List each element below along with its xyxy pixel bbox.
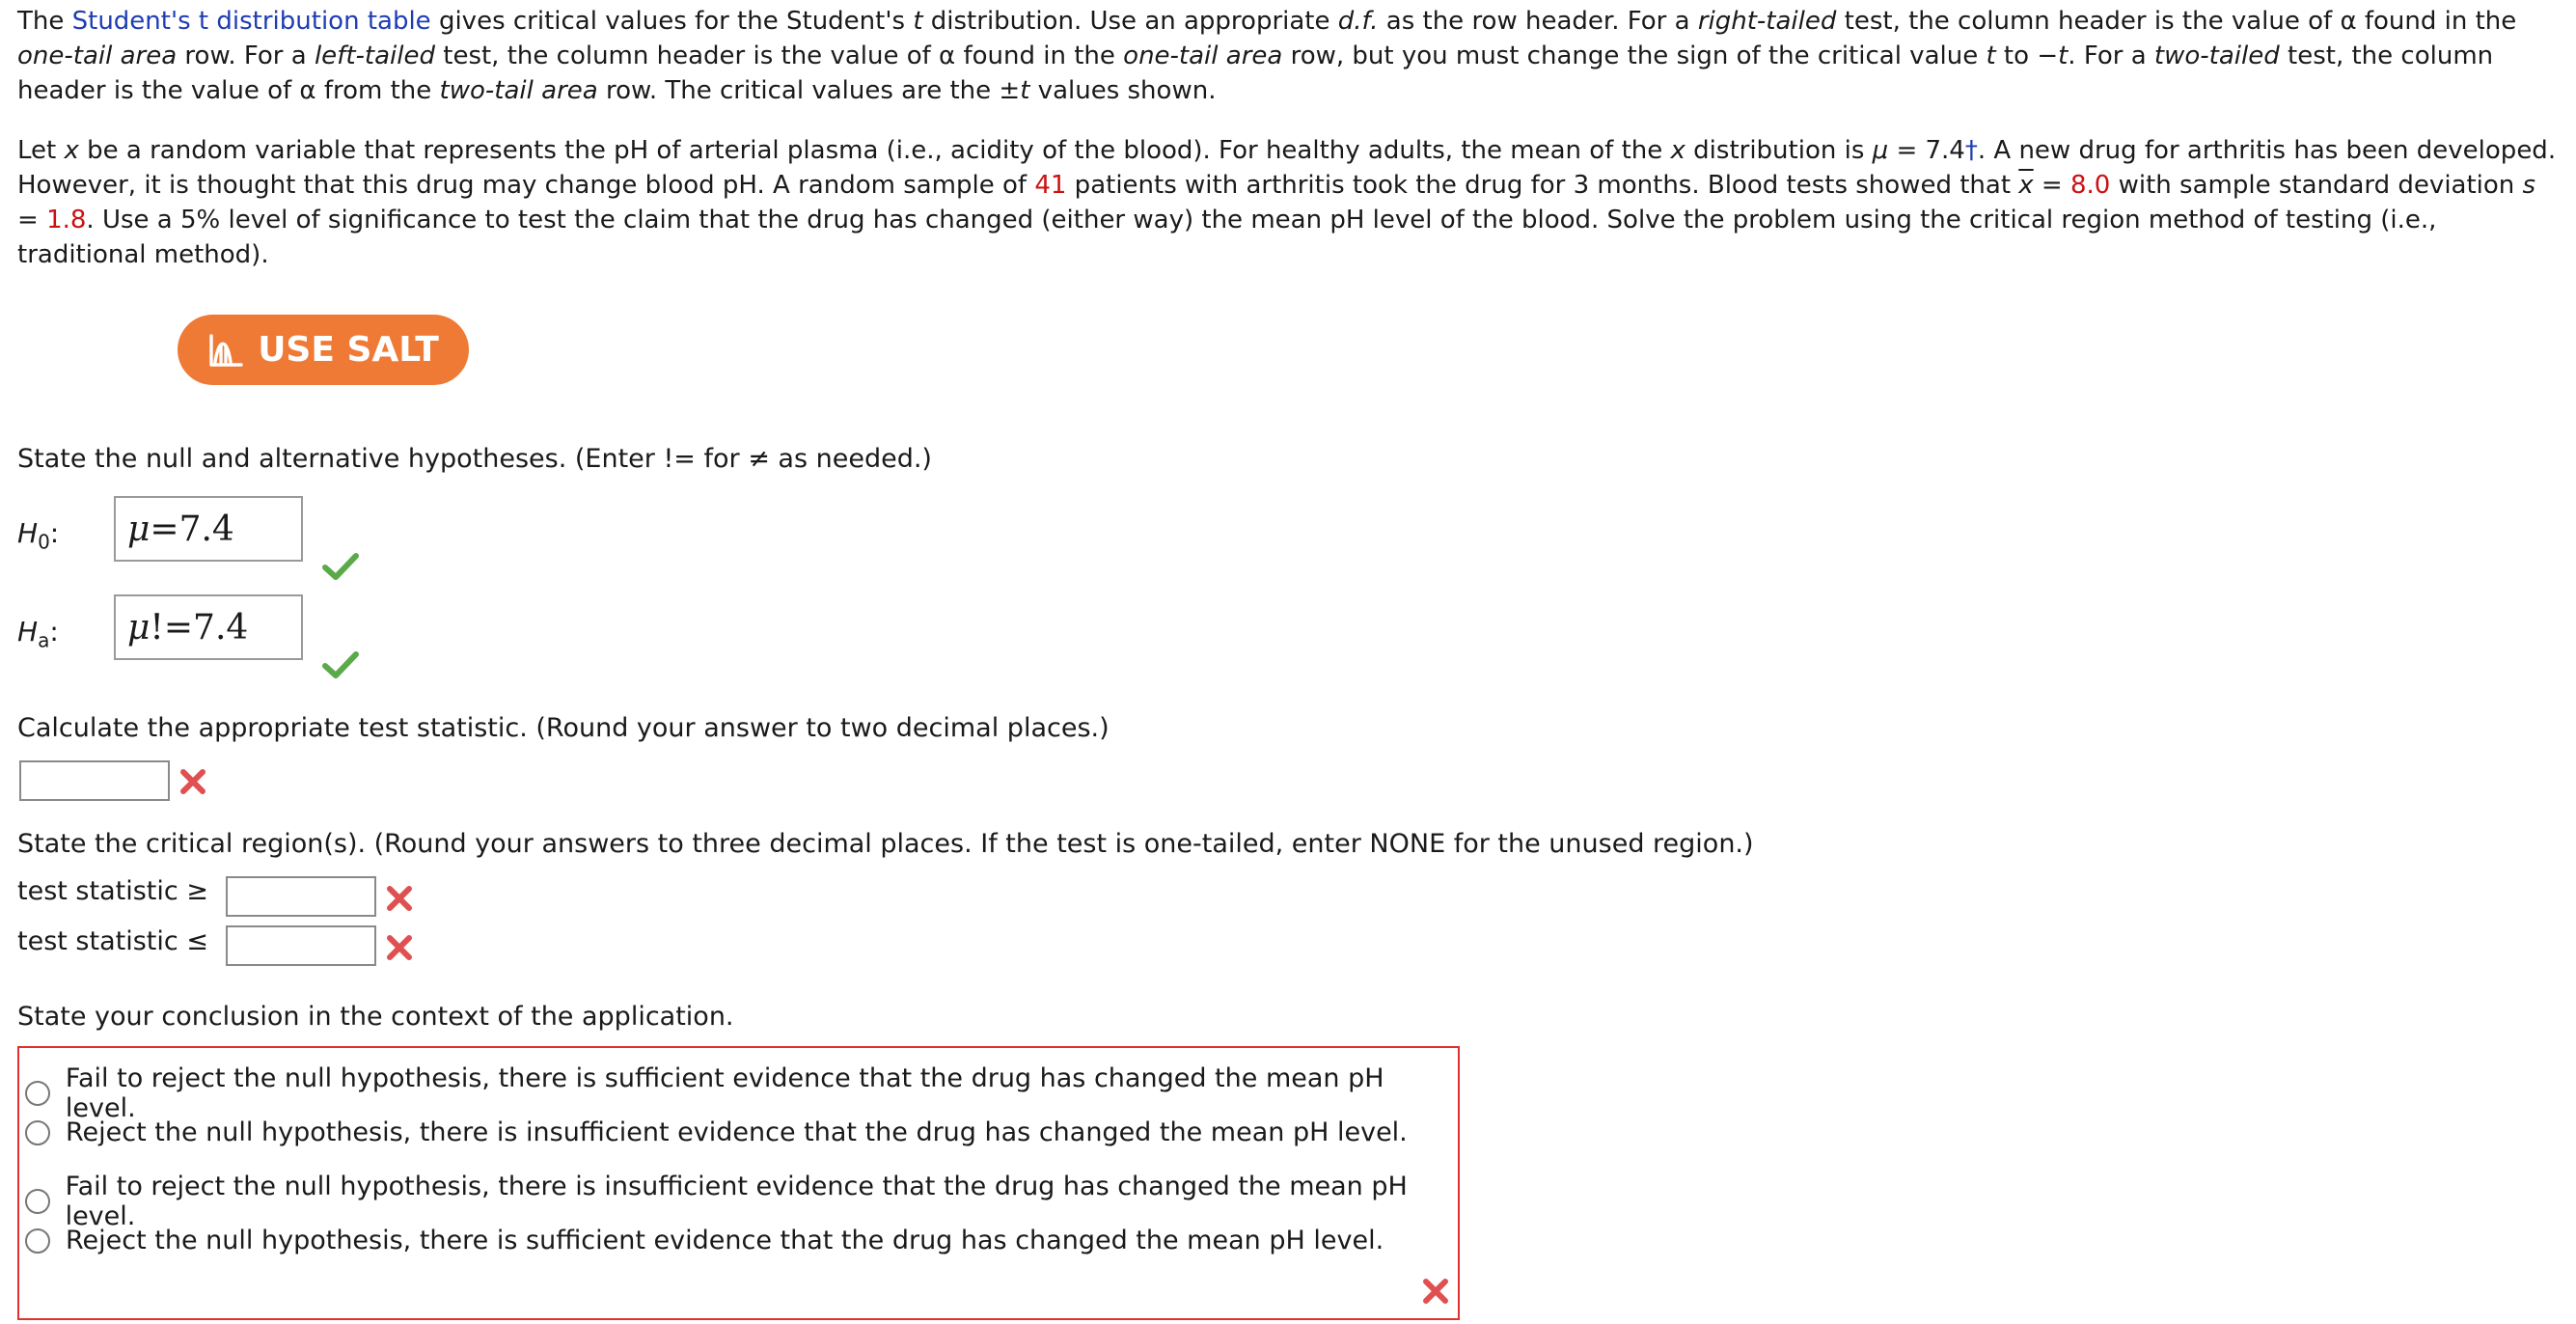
intro-text: values shown. bbox=[1029, 76, 1217, 105]
upper-critical-label: test statistic ≥ bbox=[17, 876, 208, 906]
sample-mean-value: 8.0 bbox=[2070, 171, 2111, 200]
x-variable: x bbox=[64, 136, 79, 165]
radio-button[interactable] bbox=[25, 1189, 50, 1214]
conclusion-option[interactable] bbox=[25, 1117, 1408, 1147]
salt-chart-icon bbox=[207, 332, 244, 369]
conclusion-incorrect-icon bbox=[1422, 1278, 1449, 1309]
lower-critical-label: test statistic ≤ bbox=[17, 926, 208, 956]
upper-critical-input[interactable] bbox=[226, 876, 376, 917]
sample-sd-value: 1.8 bbox=[46, 206, 87, 234]
conclusion-option-label: Reject the null hypothesis, there is sufficient evidence that the drug has changed the mean pH level. bbox=[66, 1226, 1384, 1255]
problem-text: with sample standard deviation bbox=[2110, 171, 2523, 200]
h0-label bbox=[17, 517, 59, 554]
two-tail-area-term: two-tail area bbox=[439, 76, 598, 105]
df-term: d.f. bbox=[1337, 7, 1379, 36]
radio-button[interactable] bbox=[25, 1081, 50, 1106]
ha-subscript: a bbox=[38, 628, 50, 652]
test-statistic-prompt: Calculate the appropriate test statistic. (Round your answer to two decimal places.) bbox=[17, 713, 1110, 743]
intro-text: . For a bbox=[2068, 41, 2154, 70]
conclusion-option-label: Reject the null hypothesis, there is insufficient evidence that the drug has changed the mean pH level. bbox=[66, 1117, 1408, 1147]
conclusion-option[interactable] bbox=[25, 1063, 1458, 1123]
problem-text: = bbox=[17, 206, 47, 234]
s-variable: s bbox=[2522, 171, 2536, 200]
intro-text: The bbox=[17, 7, 72, 36]
lower-critical-incorrect-icon bbox=[386, 934, 413, 965]
intro-text: to bbox=[1995, 41, 2038, 70]
h0-value: =7.4 bbox=[150, 509, 234, 549]
problem-text: patients with arthritis took the drug for 3 months. Blood tests showed that bbox=[1066, 171, 2019, 200]
ha-mu: μ bbox=[127, 607, 151, 648]
test-statistic-incorrect-icon bbox=[179, 768, 206, 799]
h0-colon: : bbox=[49, 517, 60, 549]
ha-letter: H bbox=[17, 616, 39, 648]
left-tailed-term: left-tailed bbox=[314, 41, 435, 70]
intro-text: test, the column header is the value of α from the bbox=[17, 41, 2494, 105]
ha-input[interactable] bbox=[114, 594, 303, 660]
ha-correct-check-icon bbox=[322, 650, 359, 683]
conclusion-option[interactable] bbox=[25, 1226, 1384, 1255]
intro-text: test, the column header is the value of α found in the bbox=[434, 41, 1124, 70]
test-statistic-input[interactable] bbox=[19, 760, 170, 801]
intro-text: as the row header. For a bbox=[1378, 7, 1698, 36]
intro-text: gives critical values for the Student's bbox=[430, 7, 914, 36]
one-tail-area-term: one-tail area bbox=[1123, 41, 1283, 70]
problem-text: distribution is bbox=[1685, 136, 1873, 165]
intro-text: test, the column header is the value of α found in the bbox=[1836, 7, 2517, 36]
h0-subscript: 0 bbox=[38, 530, 50, 554]
neg-t-variable: −t bbox=[2037, 41, 2069, 70]
conclusion-option[interactable] bbox=[25, 1172, 1458, 1231]
ha-colon: : bbox=[49, 616, 59, 648]
ha-value: !=7.4 bbox=[150, 607, 249, 648]
two-tailed-term: two-tailed bbox=[2153, 41, 2280, 70]
t-variable: t bbox=[1986, 41, 1996, 70]
ha-label bbox=[17, 616, 59, 652]
intro-text: row, but you must change the sign of the critical value bbox=[1282, 41, 1987, 70]
t-table-link[interactable]: Student's t distribution table bbox=[71, 7, 431, 36]
radio-button[interactable] bbox=[25, 1228, 50, 1254]
use-salt-label: USE SALT bbox=[258, 330, 439, 370]
radio-button[interactable] bbox=[25, 1120, 50, 1145]
conclusion-prompt: State your conclusion in the context of the application. bbox=[17, 1002, 734, 1032]
intro-text: row. For a bbox=[177, 41, 315, 70]
t-variable: t bbox=[913, 7, 923, 36]
intro-text: distribution. Use an appropriate bbox=[922, 7, 1338, 36]
lower-critical-input[interactable] bbox=[226, 925, 376, 966]
problem-paragraph bbox=[17, 133, 2561, 272]
right-tailed-term: right-tailed bbox=[1697, 7, 1837, 36]
one-tail-area-term: one-tail area bbox=[17, 41, 178, 70]
intro-text: row. The critical values are the ± bbox=[597, 76, 1021, 105]
use-salt-button[interactable] bbox=[178, 315, 469, 385]
h0-letter: H bbox=[17, 517, 39, 549]
problem-text: Let bbox=[17, 136, 65, 165]
conclusion-option-label: Fail to reject the null hypothesis, there is sufficient evidence that the drug has changed the mean pH level. bbox=[65, 1063, 1384, 1123]
intro-paragraph bbox=[17, 4, 2561, 108]
problem-text: be a random variable that represents the pH of arterial plasma (i.e., acidity of the blood). For healthy adults, the mean of the bbox=[78, 136, 1671, 165]
problem-text: . Use a 5% level of significance to test the claim that the drug has changed (either way) the mean pH level of the blood. Solve the problem using the critical region method of testing (i.e., traditional method). bbox=[17, 206, 2437, 269]
upper-critical-incorrect-icon bbox=[386, 885, 413, 916]
footnote-dagger[interactable]: † bbox=[1964, 136, 1978, 165]
h0-correct-check-icon bbox=[322, 552, 359, 585]
hypotheses-prompt: State the null and alternative hypotheses. (Enter != for ≠ as needed.) bbox=[17, 444, 932, 474]
h0-input[interactable] bbox=[114, 496, 303, 562]
t-variable: t bbox=[1020, 76, 1030, 105]
problem-text: = bbox=[2033, 171, 2070, 200]
conclusion-option-label: Fail to reject the null hypothesis, there is insufficient evidence that the drug has changed the mean pH level. bbox=[65, 1172, 1408, 1231]
h0-mu: μ bbox=[127, 509, 151, 549]
conclusion-choices bbox=[17, 1046, 1460, 1320]
x-variable: x bbox=[1670, 136, 1685, 165]
critical-region-prompt: State the critical region(s). (Round your answers to three decimal places. If the test is one-tailed, enter NONE for the unused region.) bbox=[17, 829, 1754, 859]
sample-size-value: 41 bbox=[1034, 171, 1067, 200]
problem-text: . A new drug for arthritis has been developed. However, it is thought that this drug may change blood pH. A random sample of bbox=[17, 136, 2557, 200]
mu-symbol: μ bbox=[1872, 136, 1889, 165]
x-bar-symbol: $\overline{x}$ bbox=[2018, 171, 2034, 200]
problem-text: = 7.4 bbox=[1888, 136, 1965, 165]
